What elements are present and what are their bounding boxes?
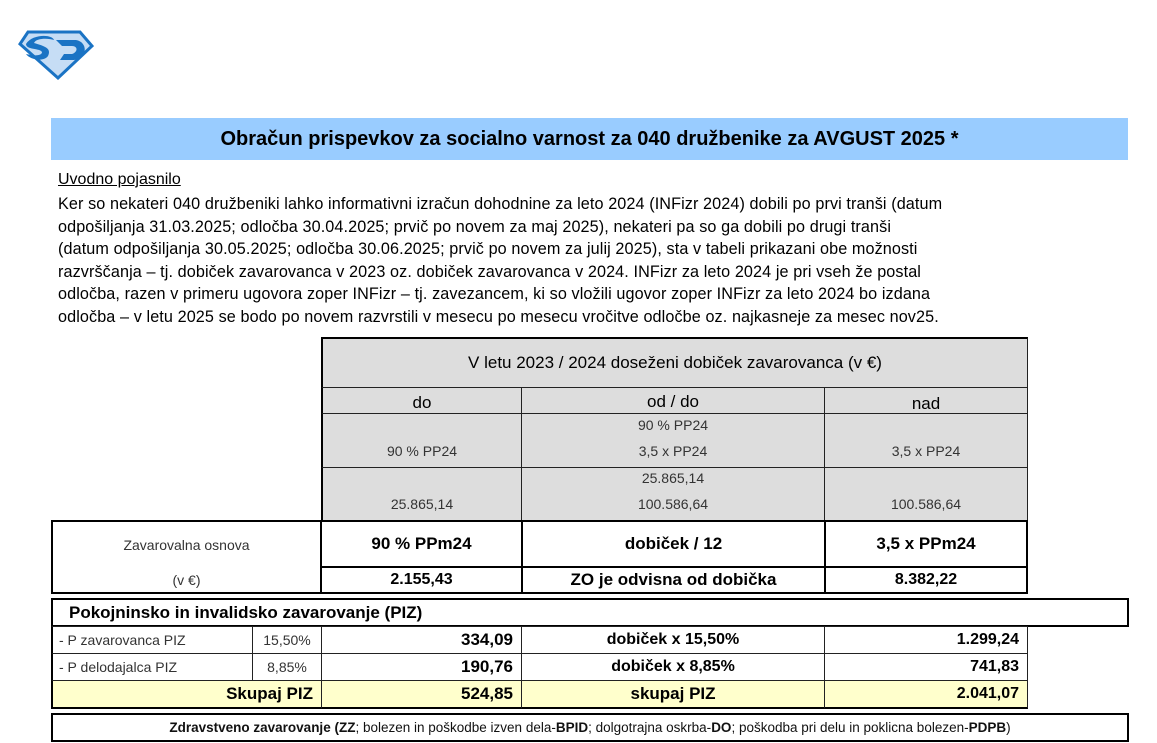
intro-line: odpošiljanja 31.03.2025; odločba 30.04.2025; prvič po novem za maj 2025), nekateri pa so ga dobili po drugi tranši xyxy=(58,217,892,236)
intro-paragraph xyxy=(58,193,1118,328)
profit-table-header: V letu 2023 / 2024 doseženi dobiček zavarovanca (v €) xyxy=(321,337,1028,388)
intro-heading: Uvodno pojasnilo xyxy=(58,171,181,188)
base-value-high: 8.382,22 xyxy=(824,566,1028,594)
intro-line: odločba, razen v primeru ugovora zoper INFizr – tj. zavezancem, ki so vložili ugovor zoper INFizr za leto 2024 bo izdana xyxy=(58,285,931,303)
intro-line: (datum odpošiljanja 30.05.2025; odločba 30.06.2025; prvič po novem za julij 2025), sta v tabeli prikazani obe možnosti xyxy=(58,240,918,258)
column-header-nad: nad xyxy=(824,387,1028,414)
sd-shield-logo-icon xyxy=(18,24,94,80)
piz-row-high: 1.299,24 xyxy=(824,626,1028,654)
amount-do: 25.865,14 xyxy=(321,467,522,521)
base-formula-mid: dobiček / 12 xyxy=(521,520,826,568)
piz-total-low: 524,85 xyxy=(321,680,522,709)
base-formula-low: 90 % PPm24 xyxy=(320,520,523,568)
column-header-do: do xyxy=(321,387,522,414)
piz-row-rate: 15,50% xyxy=(252,626,322,654)
piz-row-mid: dobiček x 15,50% xyxy=(521,626,825,654)
piz-heading: Pokojninsko in invalidsko zavarovanje (PIZ) xyxy=(51,598,1129,627)
formula-do: 90 % PP24 xyxy=(321,413,522,468)
piz-total-mid: skupaj PIZ xyxy=(521,680,825,709)
piz-row-rate: 8,85% xyxy=(252,653,322,681)
page-title: Obračun prispevkov za socialno varnost za 040 družbenike za AVGUST 2025 * xyxy=(51,118,1128,160)
piz-row-label: - P delodajalca PIZ xyxy=(51,653,253,681)
amount-nad: 100.586,64 xyxy=(824,467,1028,521)
column-header-od-do: od / do xyxy=(521,387,825,414)
piz-row-high: 741,83 xyxy=(824,653,1028,681)
piz-row-low: 190,76 xyxy=(321,653,522,681)
base-label: Zavarovalna osnova xyxy=(123,537,250,553)
zz-heading: Zdravstveno zavarovanje ( ZZ ; bolezen in poškodbe izven dela- BPID ; dolgotrajna oskrba- DO ; poškodba pri delu in poklicna bolezen- PDPB ) xyxy=(51,713,1129,742)
base-value-low: 2.155,43 xyxy=(320,566,523,594)
intro-line: odločba – v letu 2025 se bodo po novem razvrstili v mesecu po mesecu vročitve odločbe oz. najkasneje za mesec nov25. xyxy=(58,307,939,326)
piz-total-label: Skupaj PIZ xyxy=(51,680,322,709)
piz-row-label: - P zavarovanca PIZ xyxy=(51,626,253,654)
base-unit: (v €) xyxy=(172,572,201,588)
amount-od-do: 25.865,14 100.586,64 xyxy=(521,467,825,521)
intro-line: Ker so nekateri 040 družbeniki lahko informativni izračun dohodnine za leto 2024 (INFizr 2024) dobili po prvi tranši (datum xyxy=(58,195,943,213)
base-label-box xyxy=(51,520,322,594)
piz-total-high: 2.041,07 xyxy=(824,680,1028,709)
formula-nad: 3,5 x PP24 xyxy=(824,413,1028,468)
piz-row-mid: dobiček x 8,85% xyxy=(521,653,825,681)
intro-line: razvrščanja – tj. dobiček zavarovanca v 2023 oz. dobiček zavarovanca v 2024. INFizr za leto 2024 je pri vseh že postal xyxy=(58,262,921,281)
piz-row-low: 334,09 xyxy=(321,626,522,654)
base-value-mid: ZO je odvisna od dobička xyxy=(521,566,826,594)
formula-od-do: 90 % PP24 3,5 x PP24 xyxy=(521,413,825,468)
base-formula-high: 3,5 x PPm24 xyxy=(824,520,1028,568)
